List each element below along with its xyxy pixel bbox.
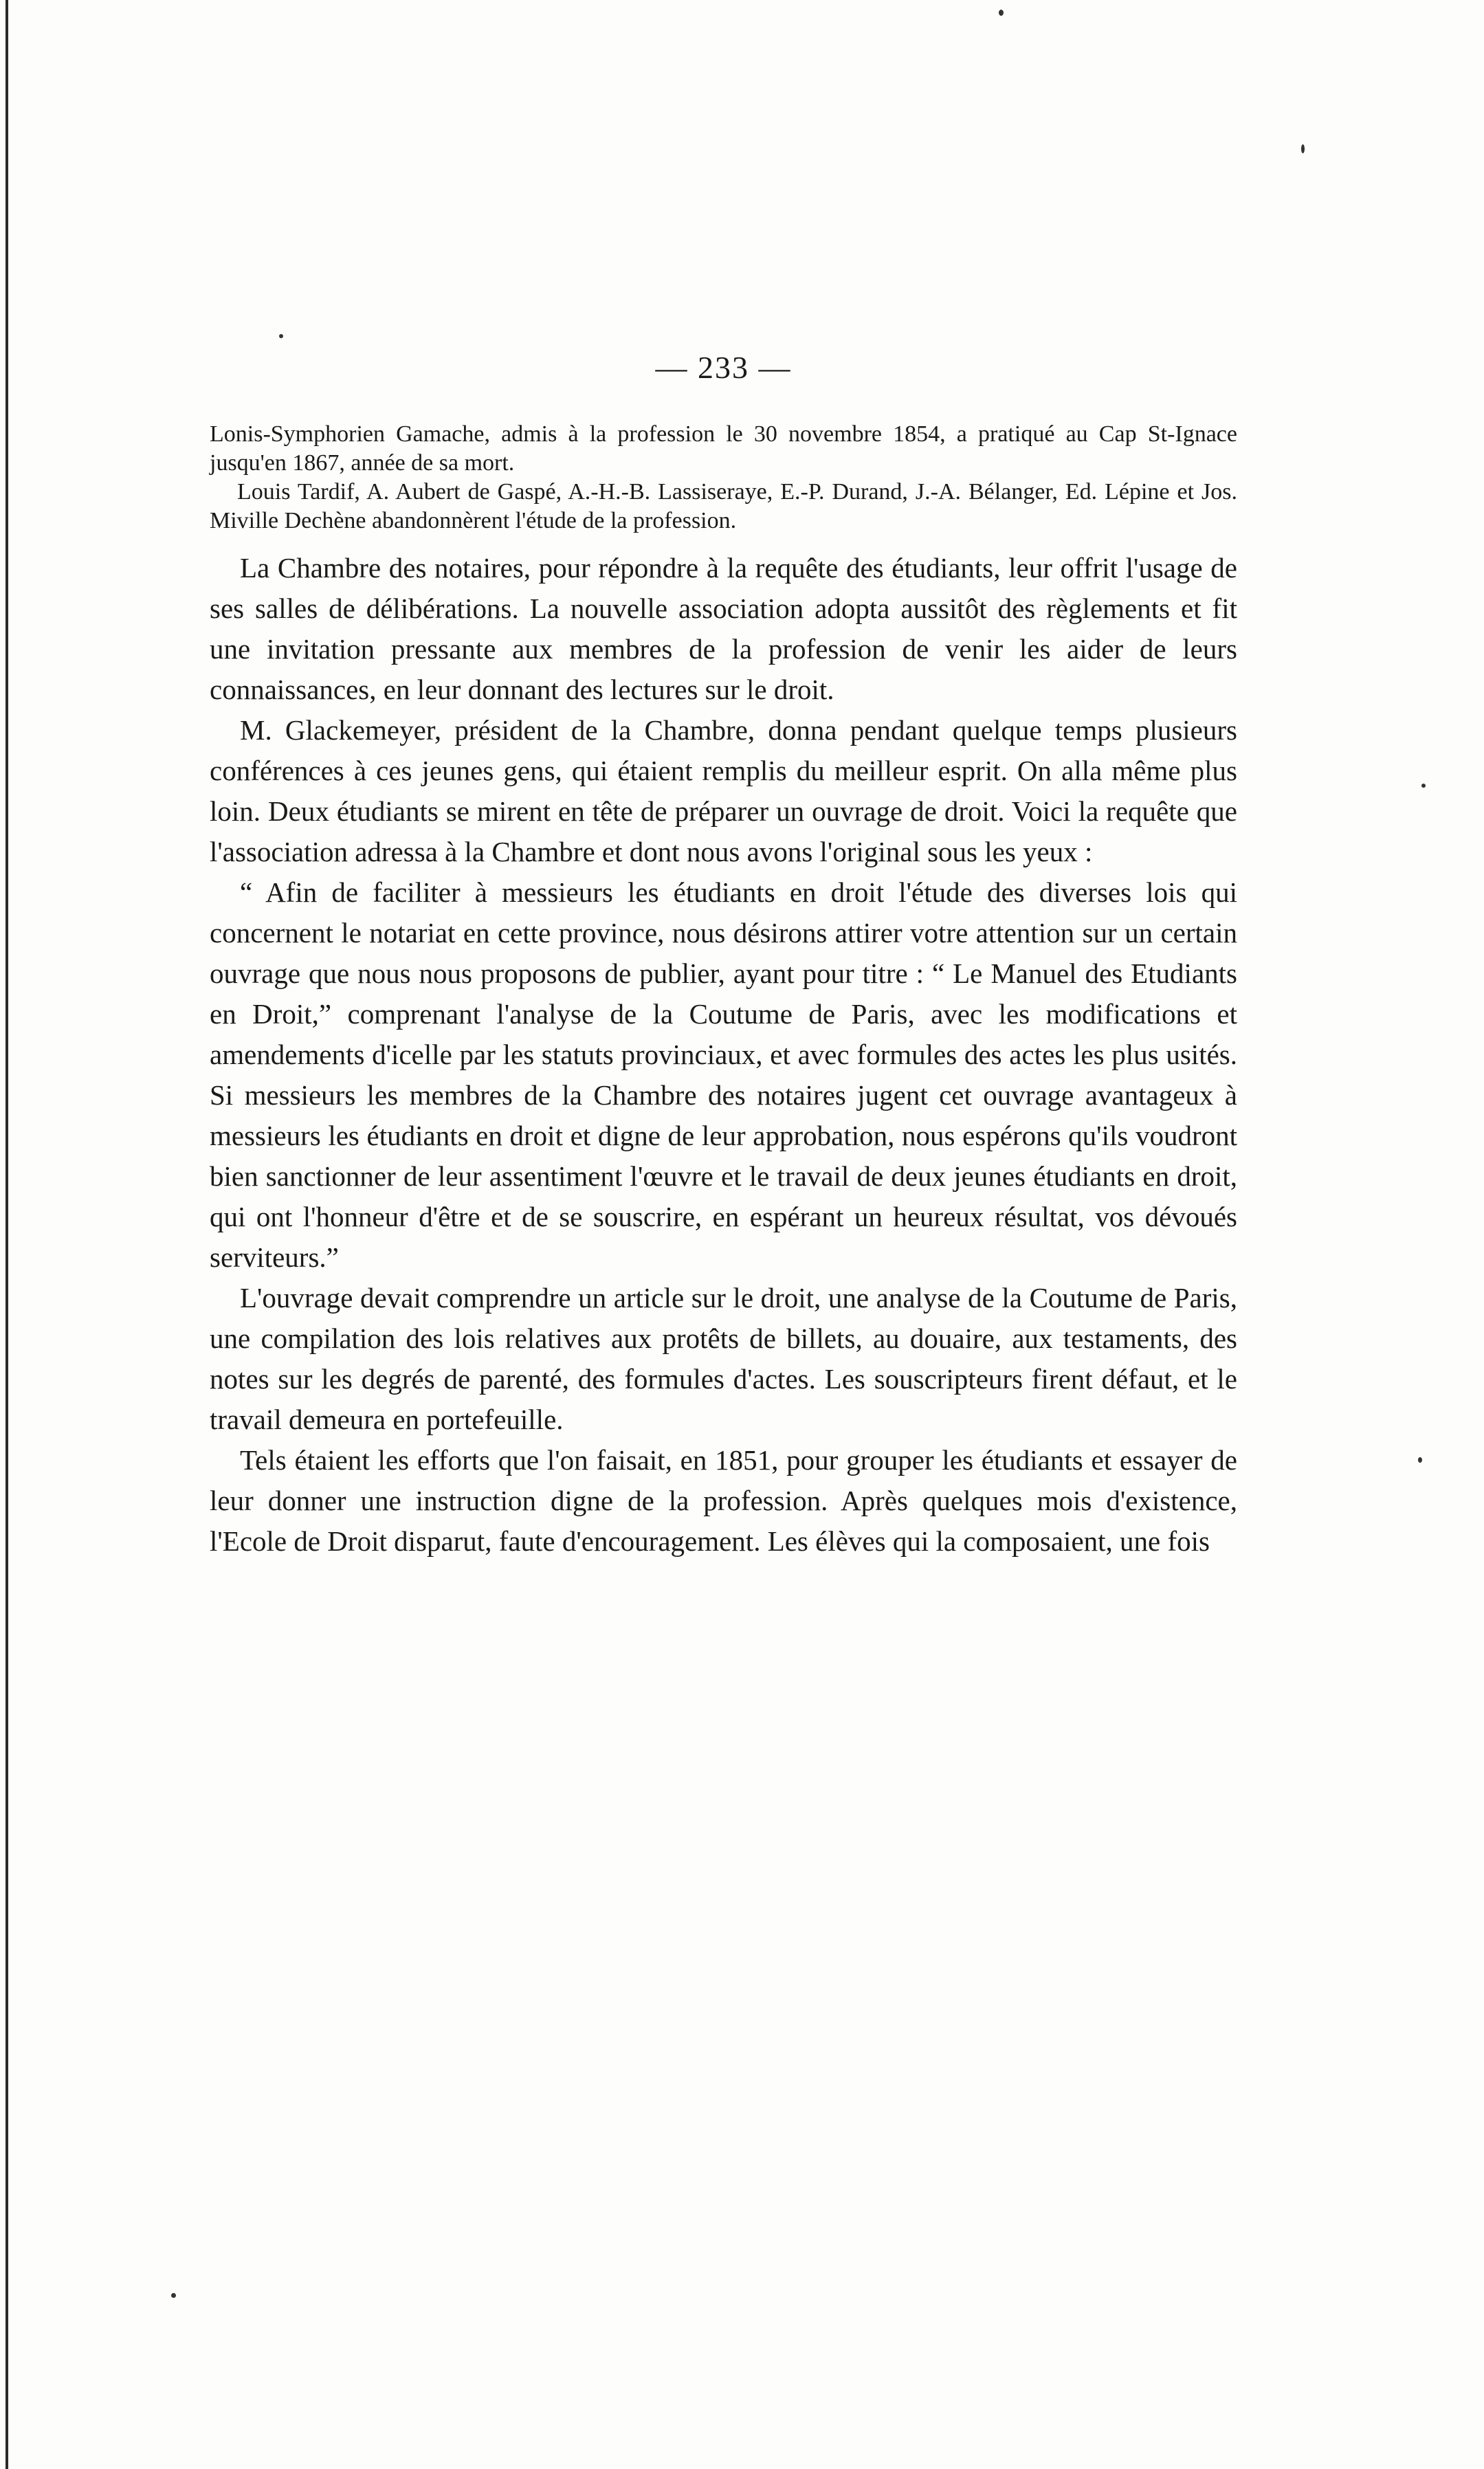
- footnote-line: Lonis-Symphorien Gamache, admis à la profession le 30 novembre 1854, a pratiqué au Cap St-Ignace jusqu'en 1867, année de sa mort.: [210, 421, 1237, 476]
- scan-speck: [279, 334, 283, 338]
- paragraph: La Chambre des notaires, pour répondre à la requête des étudiants, leur offrit l'usage de ses salles de délibérations. La nouvelle association adopta aussitôt des règlements et fit une invitation pressante aux membres de la profession de venir les aider de leurs connaissances, en leur donnant des lectures sur le droit.: [210, 552, 1237, 705]
- quoted-request: “ Afin de faciliter à messieurs les étudiants en droit l'étude des diverses lois qui concernent le notariat en cette province, nous désirons attirer votre attention sur un certain ouvrage que nous nous proposons de publier, ayant pour titre : “ Le Manuel des Etudiants en Droit,” comprenant l'analyse de la Coutume de Paris, avec les modifications et amendements d'icelle par les statuts provinciaux, et avec formules des actes les plus usités. Si messieurs les membres de la Chambre des notaires jugent cet ouvrage avantageux à messieurs les étudiants en droit et digne de leur approbation, nous espérons qu'ils voudront bien sanctionner de leur assentiment l'œuvre et le travail de deux jeunes étudiants en droit, qui ont l'honneur d'être et de se souscrire, en espérant un heureux résultat, vos dévoués serviteurs.”: [210, 876, 1237, 1273]
- scan-speck: [1421, 784, 1426, 788]
- page-left-border: [5, 0, 8, 2469]
- paragraph: M. Glackemeyer, président de la Chambre, donna pendant quelque temps plusieurs conférences à ces jeunes gens, qui étaient remplis du meilleur esprit. On alla même plus loin. Deux étudiants se mirent en tête de préparer un ouvrage de droit. Voici la requête que l'association adressa à la Chambre et dont nous avons l'original sous les yeux :: [210, 714, 1237, 867]
- paragraph: Tels étaient les efforts que l'on faisait, en 1851, pour grouper les étudiants et essayer de leur donner une instruction digne de la profession. Après quelques mois d'existence, l'Ecole de Droit disparut, faute d'encouragement. Les élèves qui la composaient, une fois: [210, 1444, 1237, 1557]
- scan-speck: [1418, 1457, 1422, 1463]
- footnote: [210, 420, 1237, 535]
- page-content: [210, 349, 1237, 1562]
- scan-speck: [999, 10, 1004, 16]
- page-number: — 233 —: [655, 350, 792, 385]
- paragraph: L'ouvrage devait comprendre un article sur le droit, une analyse de la Coutume de Paris, une compilation des lois relatives aux protêts de billets, au douaire, aux testaments, des notes sur les degrés de parenté, des formules d'actes. Les souscripteurs firent défaut, et le travail demeura en portefeuille.: [210, 1282, 1237, 1435]
- scan-speck: [171, 2293, 176, 2298]
- footnote-line: Louis Tardif, A. Aubert de Gaspé, A.-H.-B. Lassiseraye, E.-P. Durand, J.-A. Bélanger, Ed. Lépine et Jos. Miville Dechène abandonnèrent l'étude de la profession.: [210, 479, 1237, 533]
- scan-speck: [1301, 144, 1305, 153]
